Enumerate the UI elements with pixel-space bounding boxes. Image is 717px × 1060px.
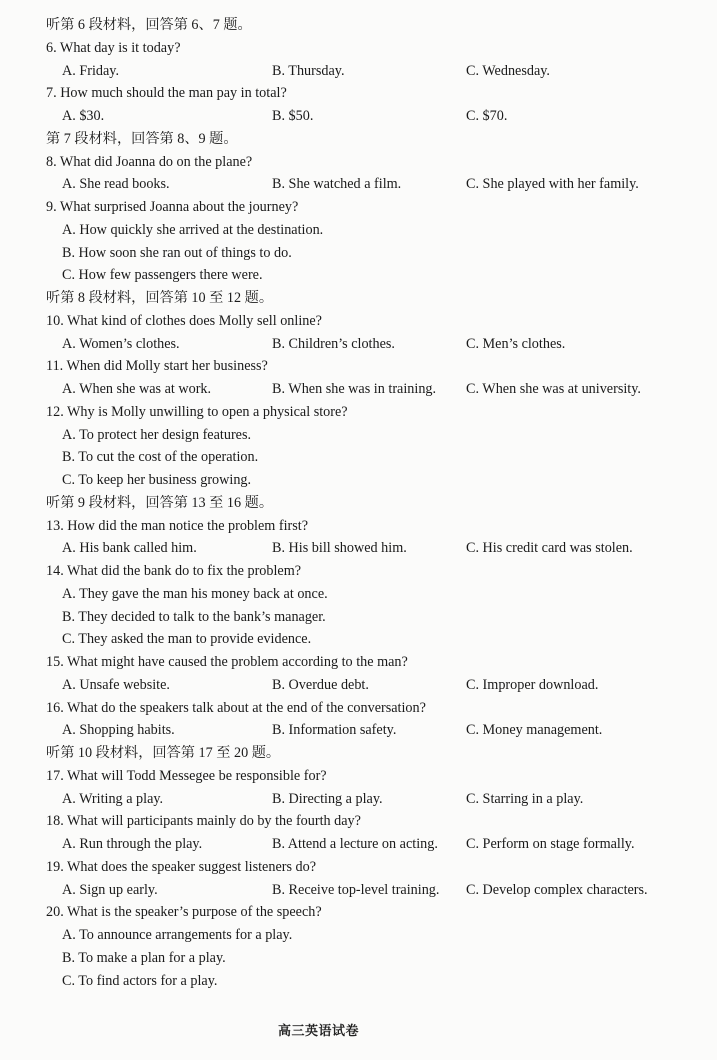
question-text: 19. What does the speaker suggest listeners do? <box>46 858 317 875</box>
options-row <box>46 105 697 128</box>
option-b: B. Overdue debt. <box>272 676 369 693</box>
options-row <box>46 674 697 697</box>
question-text: 13. How did the man notice the problem first? <box>46 517 309 534</box>
question-text: 15. What might have caused the problem according to the man? <box>46 654 408 670</box>
options-row <box>46 378 697 401</box>
option-c: C. She played with her family. <box>466 176 639 193</box>
option-b: B. When she was in training. <box>272 381 437 397</box>
option-a: A. $30. <box>62 108 105 124</box>
section-header: 听第 8 段材料，回答第 10 至 12 题。 <box>46 290 274 306</box>
option-b: B. Thursday. <box>272 62 345 79</box>
option-c: C. Perform on stage formally. <box>466 836 635 852</box>
question-list <box>46 14 697 992</box>
section-header: 第 7 段材料，回答第 8、9 题。 <box>46 130 238 147</box>
question-text: 12. Why is Molly unwilling to open a physical store? <box>46 403 348 420</box>
option-b: B. Receive top-level training. <box>272 881 440 898</box>
question-text: 18. What will participants mainly do by the fourth day? <box>46 813 361 830</box>
option-a: A. Women’s clothes. <box>62 335 180 352</box>
question-text: 11. When did Molly start her business? <box>46 358 268 375</box>
option-c: C. They asked the man to provide evidence. <box>62 631 312 648</box>
option-c: C. Develop complex characters. <box>466 881 648 898</box>
option-c: C. Improper download. <box>466 676 599 693</box>
question-text: 8. What did Joanna do on the plane? <box>46 153 253 170</box>
section-header: 听第 9 段材料，回答第 13 至 16 题。 <box>46 494 274 511</box>
option-b: B. Information safety. <box>272 722 397 739</box>
options-row <box>46 173 697 196</box>
option-a: A. She read books. <box>62 176 170 193</box>
question-text: 20. What is the speaker’s purpose of the speech? <box>46 904 322 921</box>
option-a: A. Sign up early. <box>62 881 158 898</box>
options-row <box>46 788 697 811</box>
question-text: 10. What kind of clothes does Molly sell online? <box>46 312 322 329</box>
option-c: C. Starring in a play. <box>466 790 584 807</box>
option-b: B. She watched a film. <box>272 176 402 193</box>
options-row <box>46 833 697 856</box>
question-text: 7. How much should the man pay in total? <box>46 85 287 102</box>
options-row <box>46 333 697 356</box>
option-a: A. How quickly she arrived at the destination. <box>62 221 324 238</box>
option-c: C. When she was at university. <box>466 381 641 397</box>
page-footer <box>0 1020 717 1039</box>
option-a: A. They gave the man his money back at once. <box>62 585 328 602</box>
option-b: B. Directing a play. <box>272 790 383 807</box>
option-c: C. Wednesday. <box>466 62 550 79</box>
question-text: 17. What will Todd Messegee be responsible for? <box>46 767 327 784</box>
option-a: A. Writing a play. <box>62 790 164 807</box>
option-a: A. To protect her design features. <box>62 426 252 443</box>
option-b: B. To cut the cost of the operation. <box>62 449 259 466</box>
option-c: C. His credit card was stolen. <box>466 540 633 557</box>
option-a: A. When she was at work. <box>62 381 212 397</box>
option-a: A. Unsafe website. <box>62 676 170 693</box>
option-c: C. To find actors for a play. <box>62 972 218 989</box>
option-b: B. To make a plan for a play. <box>62 949 226 966</box>
question-text: 6. What day is it today? <box>46 39 181 56</box>
option-b: B. They decided to talk to the bank’s manager. <box>62 608 326 625</box>
option-c: C. Money management. <box>466 722 603 739</box>
option-a: A. Friday. <box>62 62 120 79</box>
option-b: B. $50. <box>272 108 314 124</box>
section-header: 听第 6 段材料，回答第 6、7 题。 <box>46 17 252 33</box>
options-row <box>46 719 697 742</box>
option-b: B. How soon she ran out of things to do. <box>62 244 292 261</box>
option-b: B. His bill showed him. <box>272 540 407 557</box>
option-c: C. How few passengers there were. <box>62 267 263 284</box>
question-text: 16. What do the speakers talk about at the end of the conversation? <box>46 699 426 716</box>
option-b: B. Attend a lecture on acting. <box>272 836 438 852</box>
section-header: 听第 10 段材料，回答第 17 至 20 题。 <box>46 745 281 761</box>
question-text: 9. What surprised Joanna about the journey? <box>46 199 299 215</box>
option-c: C. To keep her business growing. <box>62 472 252 488</box>
question-text: 14. What did the bank do to fix the problem? <box>46 563 302 579</box>
options-row <box>46 60 697 83</box>
footer-title: 高三英语试卷 <box>277 1024 359 1039</box>
option-b: B. Children’s clothes. <box>272 335 395 352</box>
option-a: A. To announce arrangements for a play. <box>62 927 293 943</box>
option-a: A. Shopping habits. <box>62 722 175 739</box>
option-a: A. His bank called him. <box>62 540 197 557</box>
option-a: A. Run through the play. <box>62 836 203 852</box>
option-c: C. $70. <box>466 108 508 124</box>
option-c: C. Men’s clothes. <box>466 335 566 352</box>
options-row <box>46 879 697 902</box>
options-row <box>46 537 697 560</box>
